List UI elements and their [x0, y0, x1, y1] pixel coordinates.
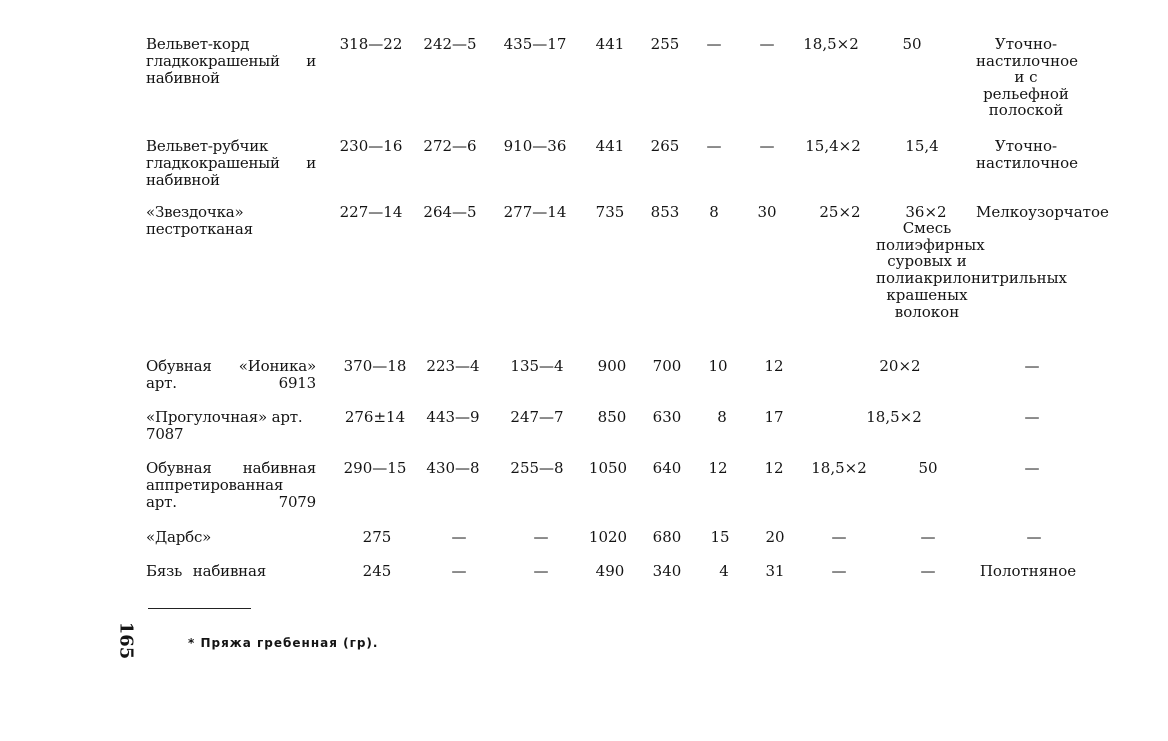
cell-c9: 18,5×2 [866, 408, 922, 426]
fabric-name: «Прогулочная» арт. 7087 [146, 408, 303, 443]
cell-c3: 255—8 [510, 459, 564, 477]
cell-c8: 18,5×2 [811, 459, 867, 477]
cell-c4: 441 [595, 35, 625, 53]
cell-c9: 20×2 [879, 357, 921, 375]
cell-c5: 265 [650, 137, 680, 155]
cell-c7: 30 [757, 203, 777, 221]
cell-c2: 272—6 [423, 137, 477, 155]
cell-c1: 245 [362, 562, 392, 580]
weave-type: Уточно-настилочное и с рельефной полоской [976, 35, 1079, 119]
cell-c7: 12 [764, 357, 784, 375]
cell-c2: 430—8 [426, 459, 480, 477]
cell-c4: 900 [597, 357, 627, 375]
cell-c6: 8 [717, 408, 727, 426]
cell-c2: 443—9 [426, 408, 480, 426]
footnote: * Пряжа гребенная (гр). [188, 636, 379, 650]
cell-c1: 370—18 [343, 357, 407, 375]
weave-type: — [1024, 408, 1040, 426]
cell-c3: 247—7 [510, 408, 564, 426]
cell-c8: 25×2 [819, 203, 861, 221]
cell-c5: 700 [652, 357, 682, 375]
cell-c1: 230—16 [339, 137, 403, 155]
cell-c3: 277—14 [503, 203, 567, 221]
cell-c1: 276±14 [344, 408, 406, 426]
cell-c4: 490 [595, 562, 625, 580]
fabric-name: Вельвет-корд гладкокрашеный и набивной [146, 35, 316, 87]
page-number: 165 [115, 621, 137, 660]
cell-c2: 264—5 [423, 203, 477, 221]
footnote-rule [148, 608, 251, 609]
cell-c6: 12 [708, 459, 728, 477]
cell-c5: 640 [652, 459, 682, 477]
cell-c5: 630 [652, 408, 682, 426]
cell-c4: 441 [595, 137, 625, 155]
fabric-name: Обувная набивная аппретированная арт. 7079 [146, 459, 316, 511]
fabric-name: «Дарбс» [146, 528, 212, 546]
cell-c7: 17 [764, 408, 784, 426]
cell-c6: 15 [710, 528, 730, 546]
cell-c2: — [451, 562, 467, 580]
cell-c9: 15,4 [905, 137, 939, 155]
cell-c5: 340 [652, 562, 682, 580]
cell-c2: — [451, 528, 467, 546]
cell-c3: — [533, 528, 549, 546]
cell-c5: 255 [650, 35, 680, 53]
cell-c3: 910—36 [503, 137, 567, 155]
cell-c4: 850 [597, 408, 627, 426]
cell-c9: — [920, 528, 936, 546]
cell-c6: 10 [708, 357, 728, 375]
cell-c1: 275 [362, 528, 392, 546]
cell-c6: 4 [719, 562, 729, 580]
cell-c1: 227—14 [339, 203, 403, 221]
cell-c7: — [759, 35, 775, 53]
fabric-name: Бязь набивная [146, 562, 266, 580]
cell-c9: — [920, 562, 936, 580]
cell-c7: — [759, 137, 775, 155]
cell-c6: 8 [709, 203, 719, 221]
cell-c9: 50 [918, 459, 938, 477]
cell-c8: 18,5×2 [803, 35, 859, 53]
fabric-name: Обувная «Ионика» арт. 6913 [146, 357, 316, 392]
weave-type: Мелкоузорчатое [976, 203, 1109, 221]
cell-c7: 20 [765, 528, 785, 546]
fabric-name: Вельвет-рубчик гладкокрашеный и набивной [146, 137, 316, 189]
cell-c4: 1050 [588, 459, 628, 477]
cell-c6: — [706, 137, 722, 155]
cell-c1: 290—15 [343, 459, 407, 477]
fabric-name: «Звездочка» пестротканая [146, 203, 253, 238]
weave-type: — [1026, 528, 1042, 546]
cell-c9: 50 [902, 35, 922, 53]
cell-c5: 853 [650, 203, 680, 221]
cell-c2: 223—4 [426, 357, 480, 375]
cell-c4: 1020 [588, 528, 628, 546]
weave-type: — [1024, 357, 1040, 375]
cell-c3: — [533, 562, 549, 580]
weave-type: Уточно-настилочное [976, 137, 1079, 172]
cell-c9: 36×2 [905, 203, 947, 221]
cell-c3: 135—4 [510, 357, 564, 375]
weave-type: Полотняное [979, 562, 1077, 580]
cell-c7: 31 [765, 562, 785, 580]
cell-c8: 15,4×2 [805, 137, 861, 155]
blend-note: Смесь полиэфирных суровых и полиакрилонитрильных крашеных волокон [876, 219, 1068, 321]
cell-c1: 318—22 [339, 35, 403, 53]
weave-type: — [1024, 459, 1040, 477]
cell-c5: 680 [652, 528, 682, 546]
cell-c6: — [706, 35, 722, 53]
cell-c8: — [831, 528, 847, 546]
cell-c3: 435—17 [503, 35, 567, 53]
cell-c2: 242—5 [423, 35, 477, 53]
cell-c7: 12 [764, 459, 784, 477]
cell-c4: 735 [595, 203, 625, 221]
cell-c8: — [831, 562, 847, 580]
